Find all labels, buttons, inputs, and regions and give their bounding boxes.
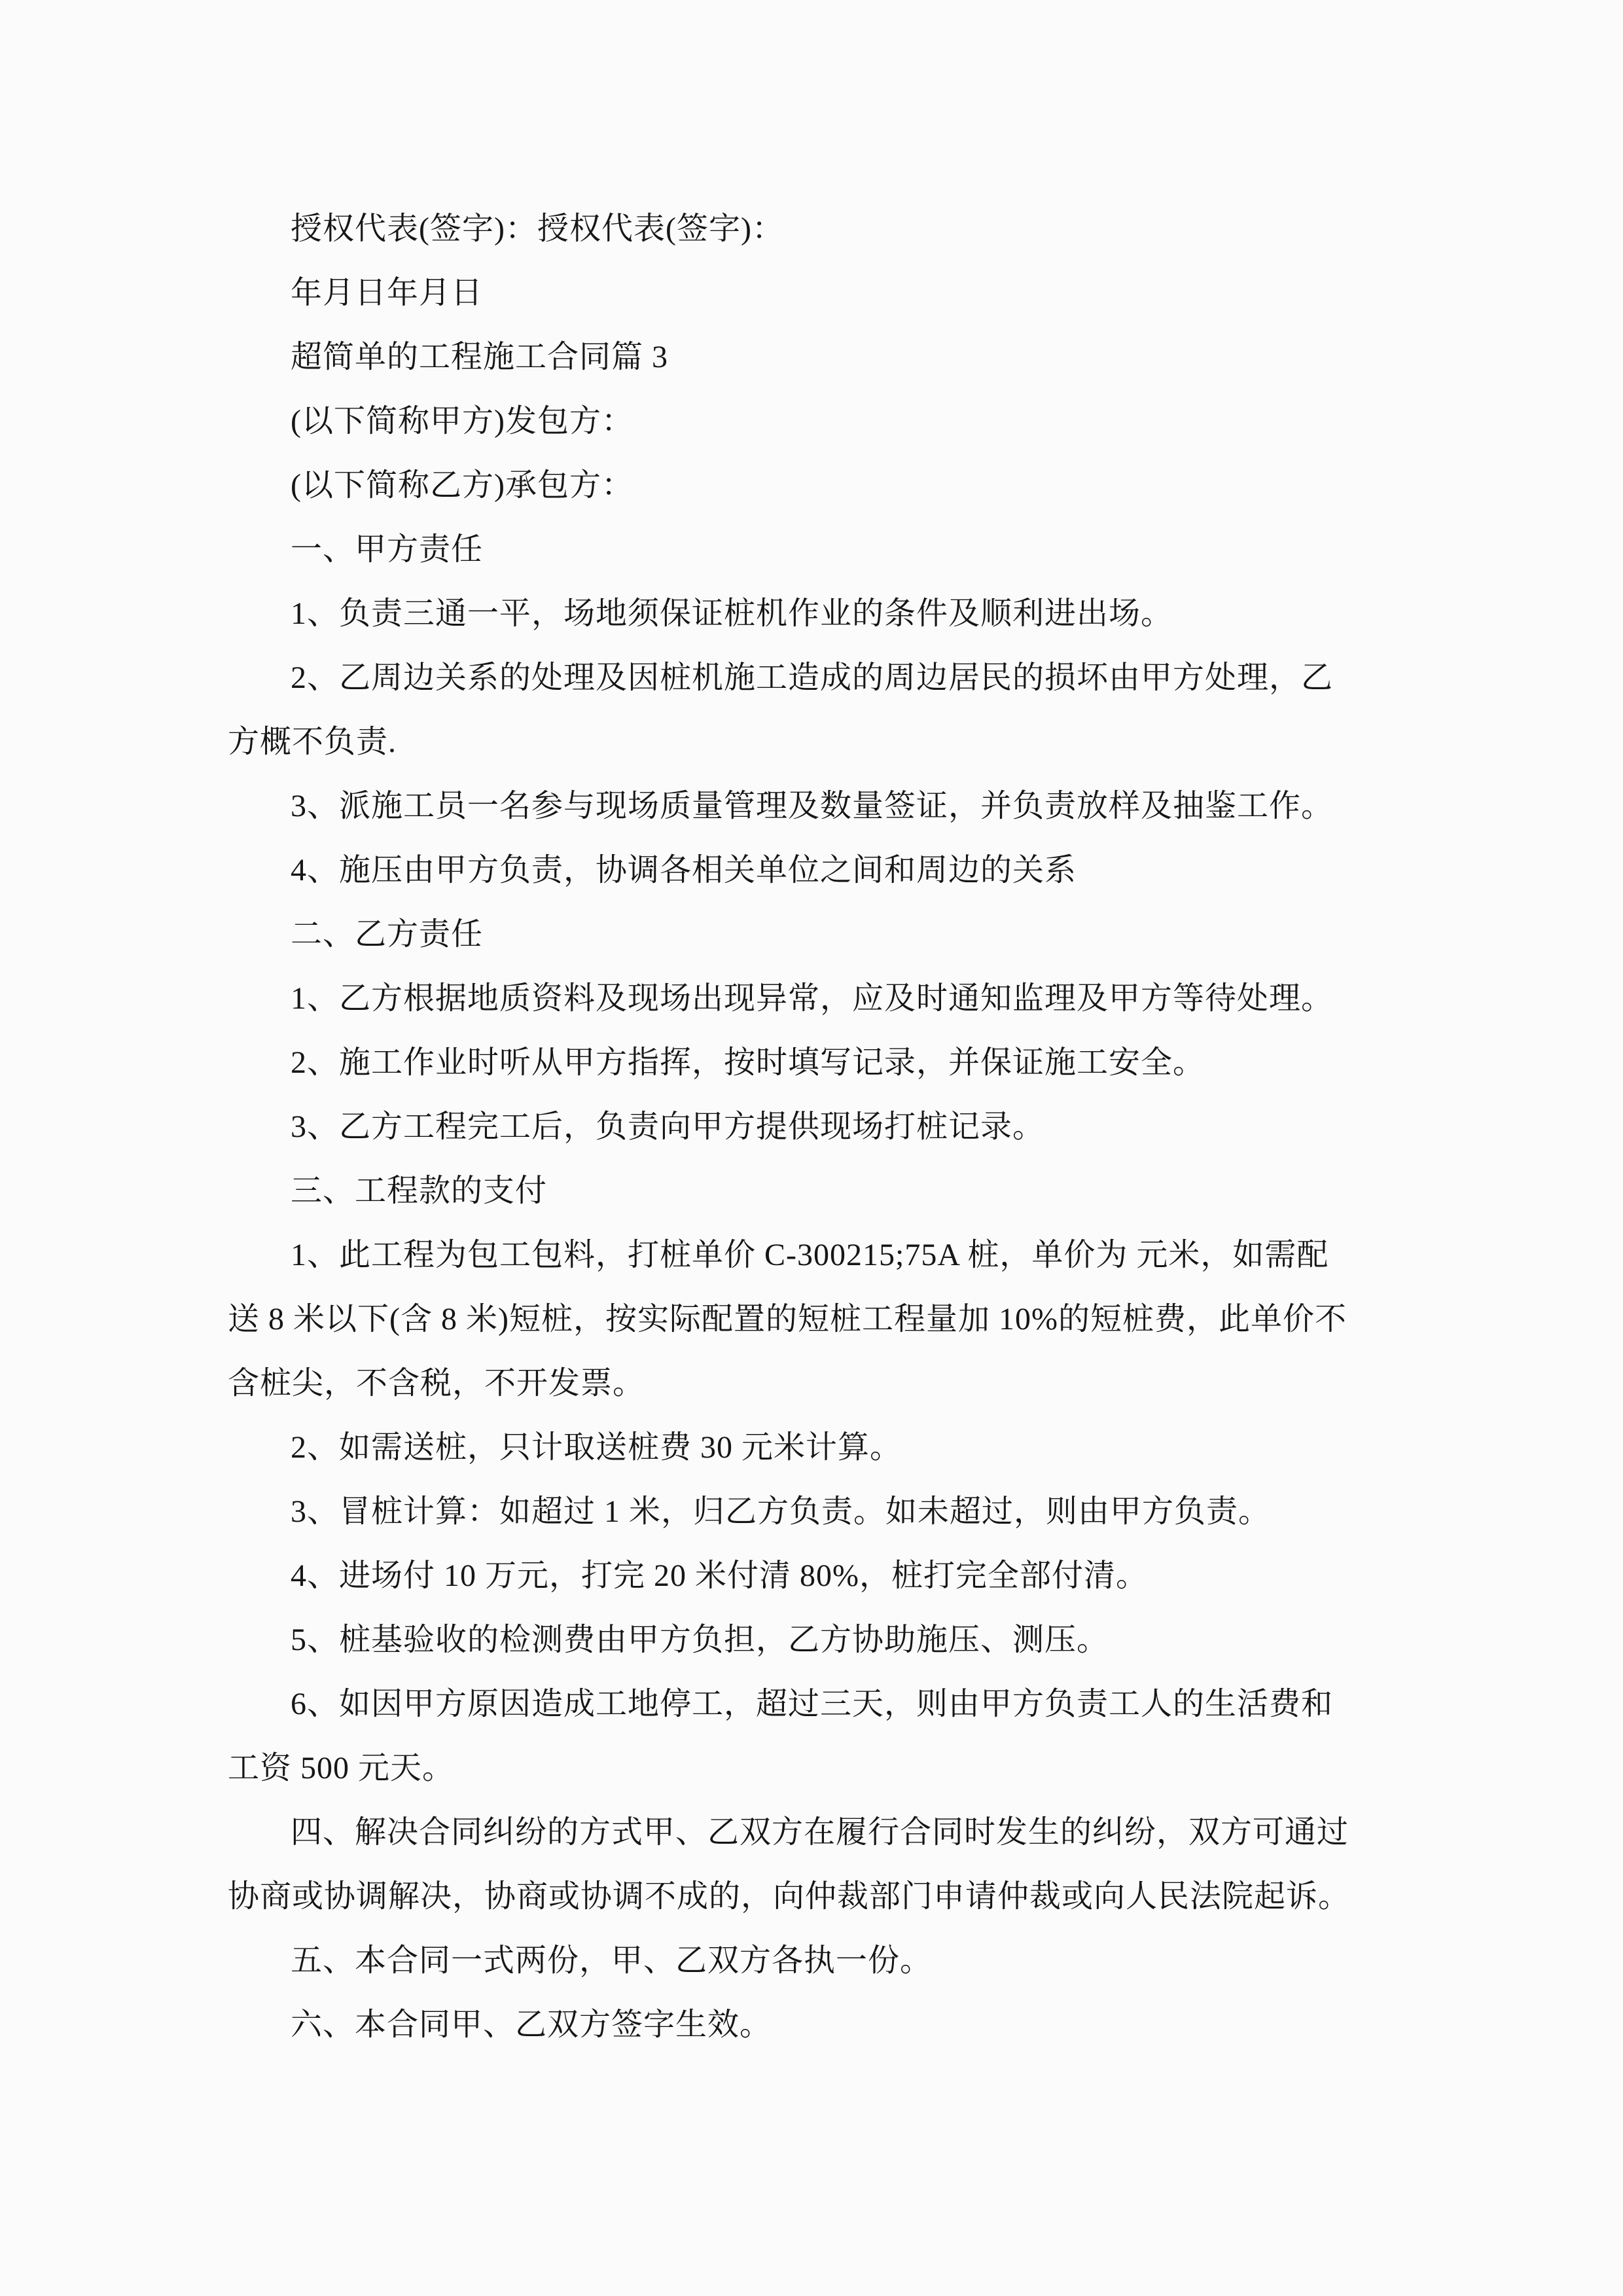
text-line-party-a: (以下简称甲方)发包方： xyxy=(291,404,633,439)
text-line-s3-item-4: 4、进场付 10 万元，打完 20 米付清 80%，桩打完全部付清。 xyxy=(291,1558,1148,1593)
text-line-section-6: 六、本合同甲、乙双方签字生效。 xyxy=(291,2007,772,2042)
text-line-document-title: 超简单的工程施工合同篇 3 xyxy=(291,340,669,374)
text-line-section-1-title: 一、甲方责任 xyxy=(291,532,484,567)
text-line-section-2-title: 二、乙方责任 xyxy=(291,917,484,952)
text-line-s3-item-6: 6、如因甲方原因造成工地停工，超过三天，则由甲方负责工人的生活费和 xyxy=(291,1687,1334,1721)
text-line-s3-item-6-cont: 工资 500 元天。 xyxy=(228,1751,455,1785)
text-line-s1-item-1: 1、负责三通一平，场地须保证桩机作业的条件及顺利进出场。 xyxy=(291,596,1173,631)
text-line-s3-item-1-cont-1: 送 8 米以下(含 8 米)短桩，按实际配置的短桩工程量加 10%的短桩费，此单价不 xyxy=(228,1302,1347,1336)
text-line-s1-item-2: 2、乙周边关系的处理及因桩机施工造成的周边居民的损坏由甲方处理，乙 xyxy=(291,660,1334,695)
text-line-date-row: 年月日年月日 xyxy=(291,276,484,310)
text-line-section-5: 五、本合同一式两份，甲、乙双方各执一份。 xyxy=(291,1943,933,1978)
text-line-section-3-title: 三、工程款的支付 xyxy=(291,1174,548,1208)
text-line-section-4: 四、解决合同纠纷的方式甲、乙双方在履行合同时发生的纠纷，双方可通过 xyxy=(291,1815,1349,1850)
text-line-s3-item-1-cont-2: 含桩尖，不含税，不开发票。 xyxy=(228,1366,645,1401)
text-line-s3-item-3: 3、冒桩计算：如超过 1 米，归乙方负责。如未超过，则由甲方负责。 xyxy=(291,1494,1271,1529)
text-line-signature-row: 授权代表(签字)：授权代表(签字)： xyxy=(291,211,784,246)
text-line-s1-item-4: 4、施压由甲方负责，协调各相关单位之间和周边的关系 xyxy=(291,853,1077,888)
text-line-s3-item-2: 2、如需送桩，只计取送桩费 30 元米计算。 xyxy=(291,1430,902,1465)
text-line-s1-item-2-cont: 方概不负责. xyxy=(228,725,397,759)
text-line-section-4-cont: 协商或协调解决，协商或协调不成的，向仲裁部门申请仲裁或向人民法院起诉。 xyxy=(228,1879,1351,1914)
text-line-s2-item-1: 1、乙方根据地质资料及现场出现异常，应及时通知监理及甲方等待处理。 xyxy=(291,981,1334,1016)
text-line-s3-item-1: 1、此工程为包工包料，打桩单价 C-300215;75A 桩，单价为 元米，如需配 xyxy=(291,1238,1329,1272)
text-line-s2-item-2: 2、施工作业时听从甲方指挥，按时填写记录，并保证施工安全。 xyxy=(291,1045,1205,1080)
text-line-s2-item-3: 3、乙方工程完工后，负责向甲方提供现场打桩记录。 xyxy=(291,1109,1045,1144)
text-line-party-b: (以下简称乙方)承包方： xyxy=(291,468,633,503)
text-line-s1-item-3: 3、派施工员一名参与现场质量管理及数量签证，并负责放样及抽鉴工作。 xyxy=(291,789,1334,823)
text-line-s3-item-5: 5、桩基验收的检测费由甲方负担，乙方协助施压、测压。 xyxy=(291,1623,1109,1657)
